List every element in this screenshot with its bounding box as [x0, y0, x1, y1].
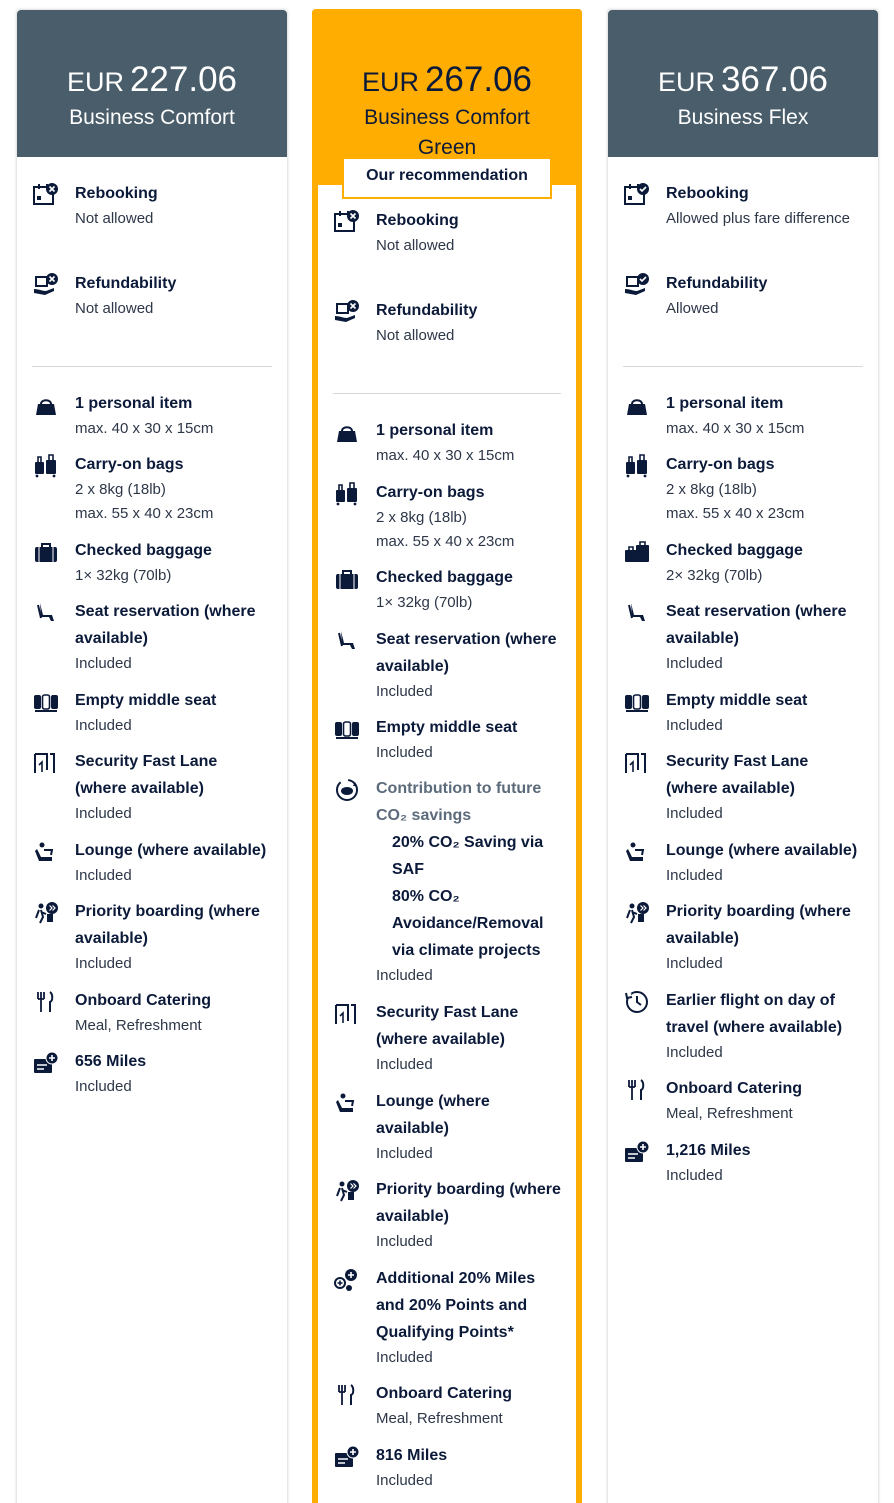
feature-text [376, 775, 566, 988]
feature-text [376, 1380, 566, 1431]
feature-text [666, 837, 863, 888]
fare-price: EUR 267.06 [361, 60, 533, 99]
feature-title: Empty middle seat [376, 719, 518, 736]
feature-detail: 2× 32kg (70lb) [666, 567, 763, 584]
rebooking-value: Allowed plus fare difference [666, 210, 850, 227]
feature-title: Additional 20% Miles and 20% Points and Qualifying Points* [376, 1270, 536, 1341]
divider [333, 393, 561, 394]
feature-text [376, 1442, 566, 1493]
feature-text [666, 598, 863, 676]
rebooking-title: Rebooking [75, 185, 158, 202]
feature-title: 656 Miles [75, 1053, 147, 1070]
miles-icon [333, 1444, 361, 1470]
feature-text [666, 1137, 863, 1188]
seat-icon [333, 628, 361, 654]
fare-header[interactable] [17, 10, 287, 157]
feature-title: Security Fast Lane (where available) [75, 753, 218, 797]
fast-lane-icon [32, 750, 60, 776]
feature-detail: 1× 32kg (70lb) [75, 567, 172, 584]
fast-lane-icon [333, 1001, 361, 1027]
middle-seat-icon [333, 716, 361, 742]
feature-text [666, 1075, 863, 1126]
feature-title: 1 personal item [666, 395, 784, 412]
feature-detail: Included [666, 655, 723, 672]
catering-icon [333, 1382, 361, 1408]
refund-title: Refundability [376, 302, 478, 319]
catering-icon [623, 1077, 651, 1103]
feature-text [376, 1265, 566, 1370]
feature-detail: Included [75, 655, 132, 672]
feature-text [666, 898, 863, 976]
bonus-miles-icon [333, 1267, 361, 1293]
feature-detail: Included [666, 805, 723, 822]
feature-detail: Included [75, 867, 132, 884]
seat-icon [623, 600, 651, 626]
feature-detail: Meal, Refreshment [75, 1017, 202, 1034]
fare-card-business-flex[interactable] [608, 10, 878, 1503]
feature-title: Carry-on bags [376, 484, 485, 501]
rebooking-value: Not allowed [376, 237, 455, 254]
feature-detail: Included [376, 1472, 433, 1489]
feature-title: Lounge (where available) [376, 1093, 490, 1137]
lounge-icon [333, 1090, 361, 1116]
fast-lane-icon [623, 750, 651, 776]
rebooking-icon [32, 182, 60, 208]
feature-title: 1 personal item [376, 422, 494, 439]
feature-detail: max. 55 x 40 x 23cm [666, 505, 805, 522]
feature-text [376, 564, 566, 615]
feature-text [376, 999, 566, 1077]
handbag-icon [32, 392, 60, 418]
priority-boarding-icon [623, 900, 651, 926]
feature-detail: Included [666, 1167, 723, 1184]
feature-detail: Included [376, 1233, 433, 1250]
fare-card-business-comfort-green[interactable] [312, 9, 582, 1503]
rebooking-icon [623, 182, 651, 208]
feature-text [666, 537, 863, 588]
feature-text [376, 1176, 566, 1254]
fare-name: Business Flex [677, 106, 809, 129]
feature-detail: Included [376, 1056, 433, 1073]
feature-text [376, 417, 566, 468]
fare-price: EUR 227.06 [66, 60, 238, 99]
rebooking-title: Rebooking [376, 212, 459, 229]
refund-icon [32, 272, 60, 298]
feature-detail: max. 40 x 30 x 15cm [666, 420, 805, 437]
refund-value: Not allowed [75, 300, 154, 317]
fare-card-business-comfort[interactable] [17, 10, 287, 1503]
feature-detail: Included [376, 744, 433, 761]
feature-title: Checked baggage [376, 569, 513, 586]
feature-detail: 2 x 8kg (18lb) [666, 481, 757, 498]
handbag-icon [333, 419, 361, 445]
feature-detail: max. 55 x 40 x 23cm [376, 533, 515, 550]
feature-title: 816 Miles [376, 1447, 448, 1464]
divider [623, 366, 863, 367]
refund-title: Refundability [75, 275, 177, 292]
carry-on-icon [333, 481, 361, 507]
feature-text [75, 451, 272, 526]
lounge-icon [32, 839, 60, 865]
fare-header[interactable] [608, 10, 878, 157]
feature-detail: 2 x 8kg (18lb) [376, 509, 467, 526]
refund-icon [623, 272, 651, 298]
catering-icon [32, 989, 60, 1015]
miles-icon [32, 1050, 60, 1076]
earlier-flight-icon [623, 989, 651, 1015]
feature-title: Earlier flight on day of travel (where available) [666, 992, 843, 1036]
carry-on-icon [623, 453, 651, 479]
feature-title: Priority boarding (where available) [376, 1181, 561, 1225]
feature-detail: Included [666, 717, 723, 734]
feature-title: Checked baggage [666, 542, 803, 559]
feature-text [666, 451, 863, 526]
refund-value: Allowed [666, 300, 719, 317]
feature-title: Checked baggage [75, 542, 212, 559]
feature-title: 1,216 Miles [666, 1142, 751, 1159]
feature-title: Onboard Catering [666, 1080, 803, 1097]
rebooking-value: Not allowed [75, 210, 154, 227]
feature-title: Seat reservation (where available) [666, 603, 847, 647]
feature-text [376, 479, 566, 554]
middle-seat-icon [623, 689, 651, 715]
feature-text [666, 987, 863, 1065]
feature-title: Carry-on bags [666, 456, 775, 473]
feature-detail: Included [75, 1078, 132, 1095]
co2-icon [333, 777, 361, 803]
carry-on-icon [32, 453, 60, 479]
fare-price: EUR 367.06 [657, 60, 829, 99]
feature-text [75, 537, 272, 588]
miles-icon [623, 1139, 651, 1165]
feature-title: Carry-on bags [75, 456, 184, 473]
feature-detail: Included [376, 1349, 433, 1366]
feature-text [75, 687, 272, 738]
feature-title: Seat reservation (where available) [75, 603, 256, 647]
feature-text [376, 626, 566, 704]
feature-bullet: 20% CO₂ Saving via SAF [392, 834, 544, 878]
feature-text [666, 748, 863, 826]
feature-title: 1 personal item [75, 395, 193, 412]
feature-text [666, 687, 863, 738]
feature-title: Empty middle seat [666, 692, 808, 709]
feature-title: Priority boarding (where available) [666, 903, 851, 947]
feature-title: Lounge (where available) [75, 842, 267, 859]
feature-detail: Meal, Refreshment [376, 1410, 503, 1427]
feature-detail: 1× 32kg (70lb) [376, 594, 473, 611]
feature-detail: Included [666, 955, 723, 972]
refund-title: Refundability [666, 275, 768, 292]
fare-name: Business Comfort Green [364, 106, 530, 159]
feature-detail: Included [666, 867, 723, 884]
feature-detail: Included [75, 955, 132, 972]
feature-text [376, 714, 566, 765]
fare-name: Business Comfort [69, 106, 235, 129]
feature-title: Contribution to future CO₂ savings [376, 780, 542, 824]
feature-text [75, 598, 272, 676]
feature-text [75, 898, 272, 976]
feature-text [75, 837, 272, 888]
refund-icon [333, 299, 361, 325]
suitcases-icon [623, 539, 651, 565]
rebooking-icon [333, 209, 361, 235]
priority-boarding-icon [333, 1178, 361, 1204]
feature-title: Onboard Catering [75, 992, 212, 1009]
feature-title: Onboard Catering [376, 1385, 513, 1402]
feature-text [666, 390, 863, 441]
feature-title: Priority boarding (where available) [75, 903, 260, 947]
feature-detail: Included [666, 1044, 723, 1061]
feature-detail: Included [376, 1145, 433, 1162]
feature-detail: Meal, Refreshment [666, 1105, 793, 1122]
feature-detail: max. 55 x 40 x 23cm [75, 505, 214, 522]
feature-text [376, 1088, 566, 1166]
refund-value: Not allowed [376, 327, 455, 344]
feature-title: Empty middle seat [75, 692, 217, 709]
feature-title: Security Fast Lane (where available) [376, 1004, 519, 1048]
feature-detail: max. 40 x 30 x 15cm [376, 447, 515, 464]
feature-text [75, 390, 272, 441]
fare-body [318, 185, 576, 1503]
feature-title: Lounge (where available) [666, 842, 858, 859]
feature-detail: Included [376, 683, 433, 700]
feature-text [75, 1048, 272, 1099]
feature-text [75, 987, 272, 1038]
seat-icon [32, 600, 60, 626]
divider [32, 366, 272, 367]
rebooking-title: Rebooking [666, 185, 749, 202]
feature-text [75, 748, 272, 826]
feature-detail: Included [376, 967, 433, 984]
feature-bullet: 80% CO₂ Avoidance/Removal via climate projects [392, 888, 544, 959]
feature-detail: Included [75, 717, 132, 734]
feature-detail: Included [75, 805, 132, 822]
feature-title: Seat reservation (where available) [376, 631, 557, 675]
feature-title: Security Fast Lane (where available) [666, 753, 809, 797]
handbag-icon [623, 392, 651, 418]
recommendation-badge: Our recommendation [342, 159, 552, 199]
middle-seat-icon [32, 689, 60, 715]
suitcase-icon [333, 566, 361, 592]
lounge-icon [623, 839, 651, 865]
feature-detail: max. 40 x 30 x 15cm [75, 420, 214, 437]
priority-boarding-icon [32, 900, 60, 926]
feature-detail: 2 x 8kg (18lb) [75, 481, 166, 498]
fare-header[interactable] [312, 9, 582, 159]
suitcase-icon [32, 539, 60, 565]
